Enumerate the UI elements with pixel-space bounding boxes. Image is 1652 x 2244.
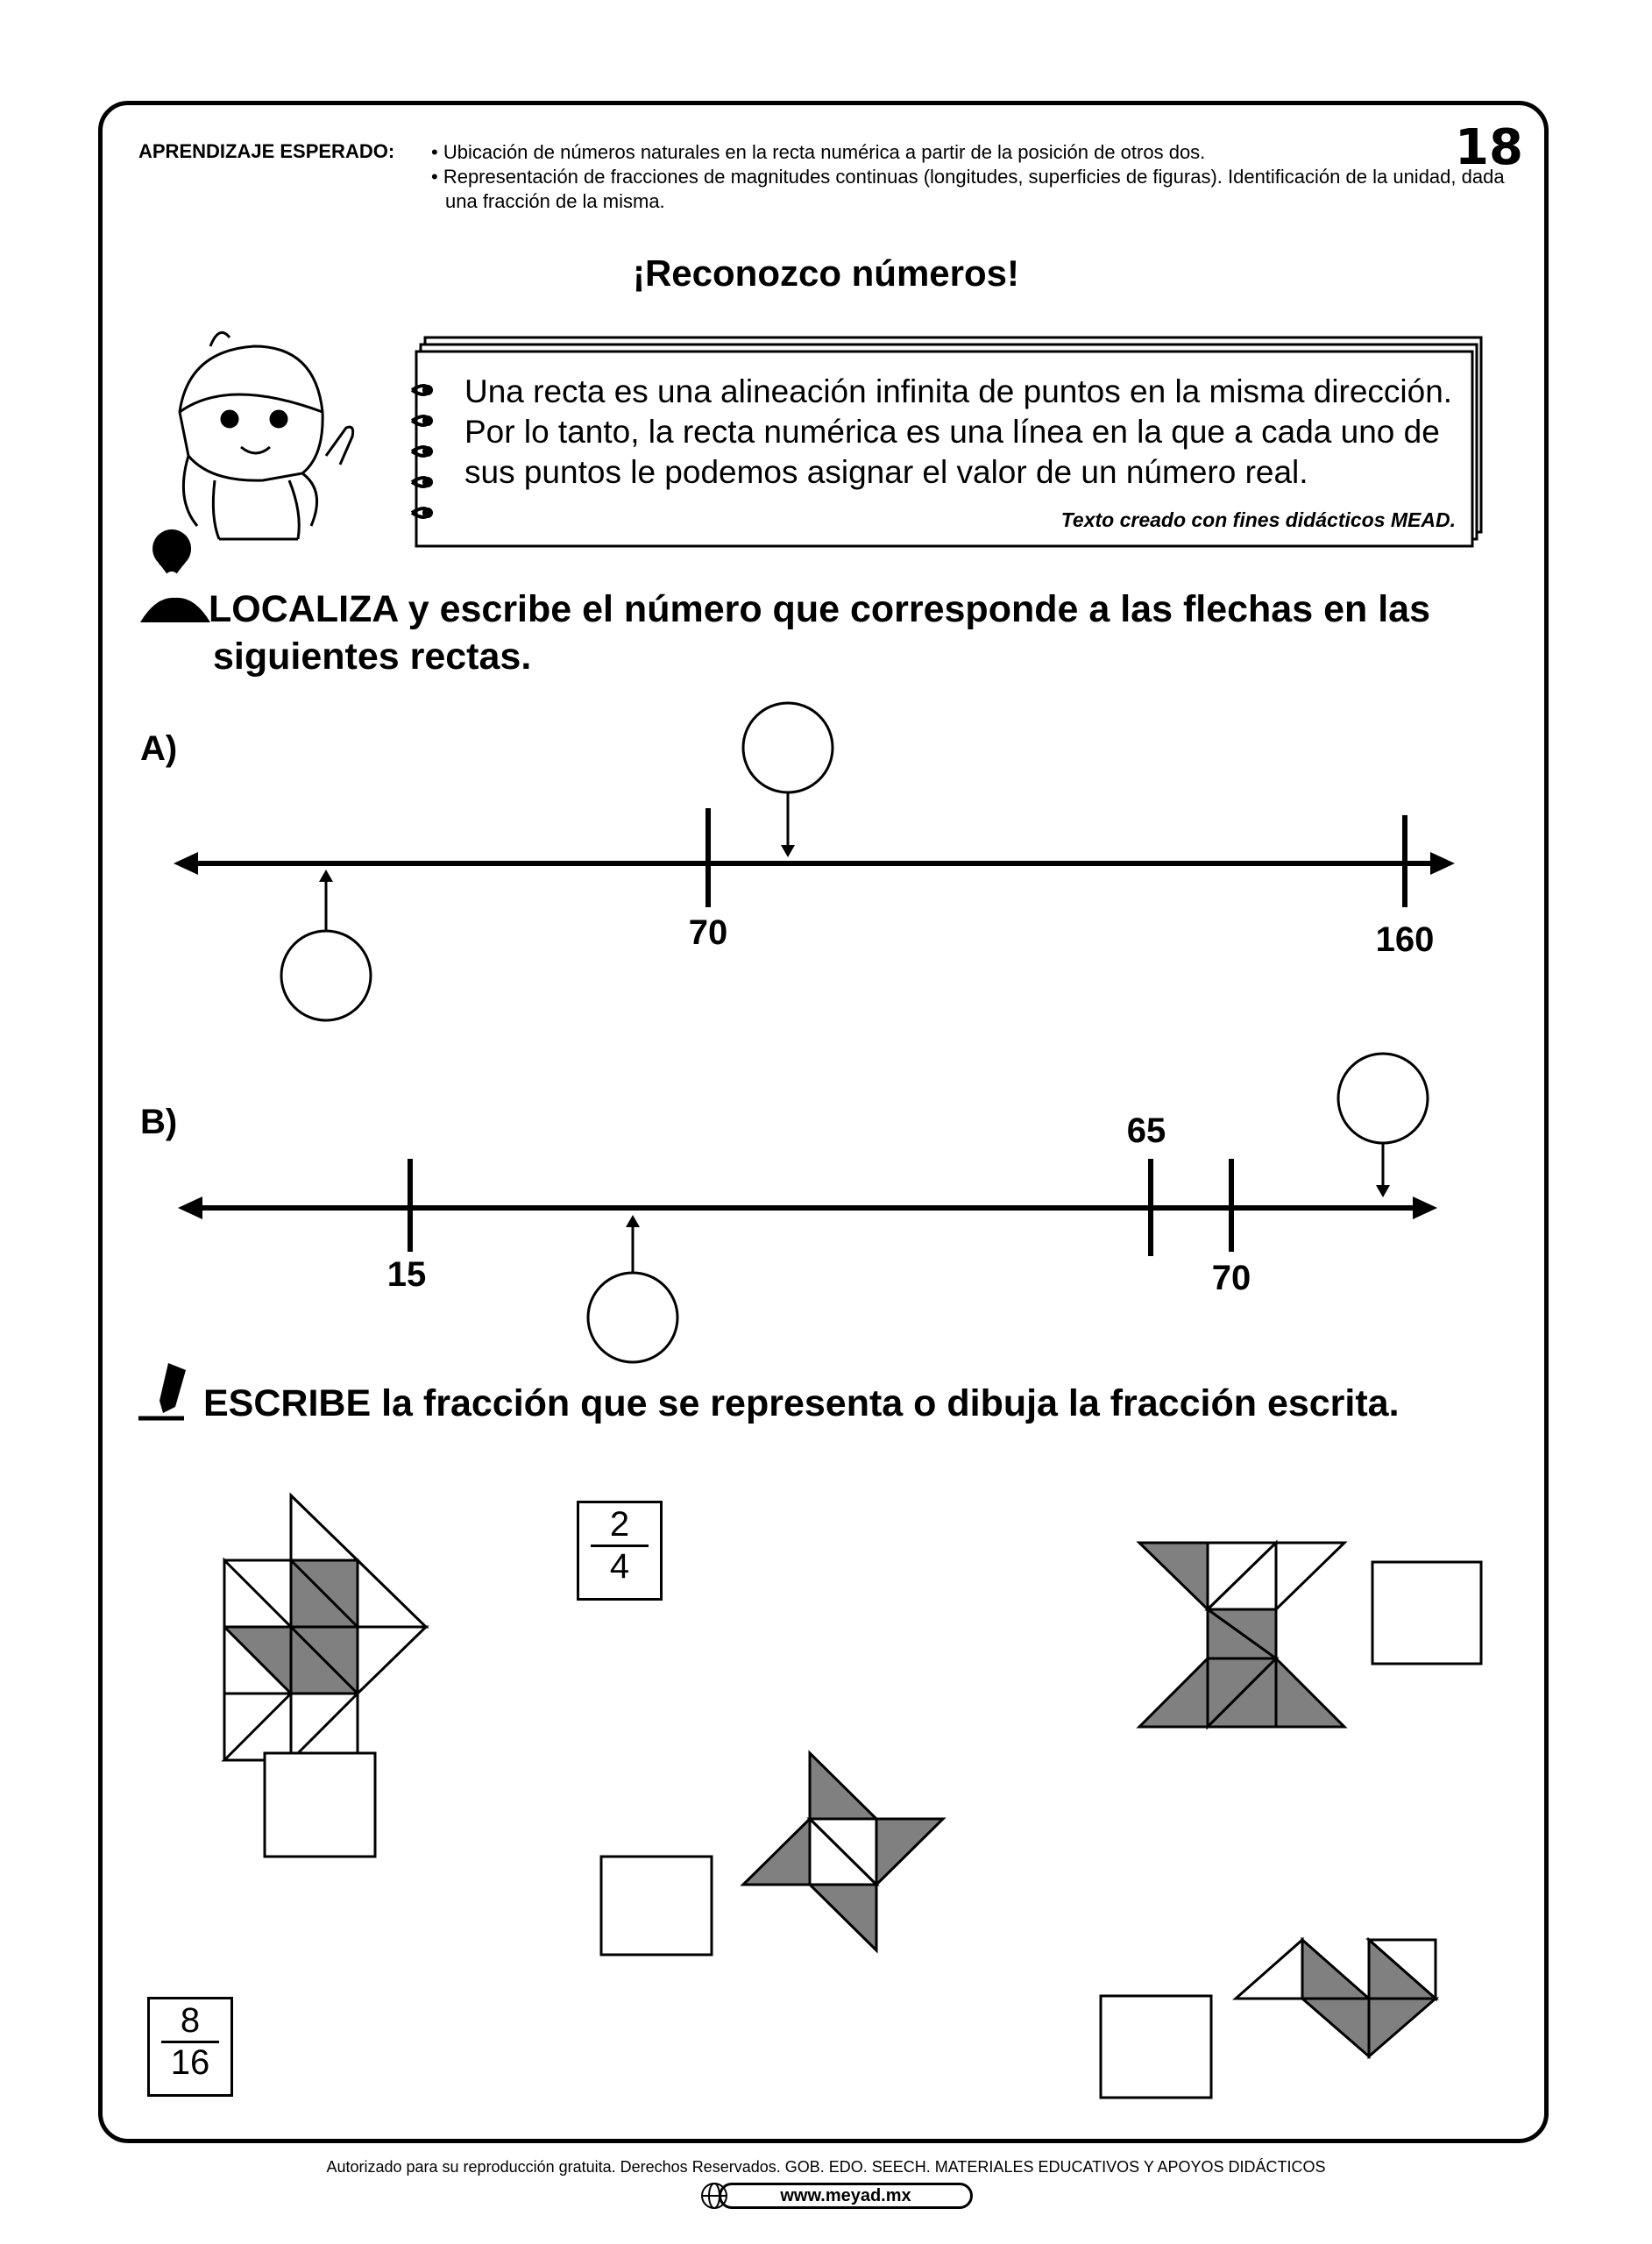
section1-instruction [209,586,1430,680]
fraction-card-2-4 [577,1501,663,1601]
aprendizaje-label: APRENDIZAJE ESPERADO: [138,140,395,162]
girl-character-illustration [180,332,353,539]
fraction-card-8-16 [147,1997,233,2097]
footer-text: Autorizado para su reproducción gratuita. Derechos Reservados. GOB. EDO. SEECH. MATERIALES EDUCATIVOS Y APOYOS DIDÁCTICOS [326,2158,1326,2176]
answer-box-4[interactable] [1101,1996,1211,2098]
answer-box-2[interactable] [601,1857,712,1955]
tangram-fish-shape [224,1495,426,1760]
fraction-denominator: 4 [609,1547,630,1586]
aprendizaje-item-1: • Ubicación de números naturales en la recta numérica a partir de la posición de otros dos. [431,141,1206,163]
tangram-pinwheel-shape [743,1753,943,1950]
section1-instruction-bold: LOCALIZA [209,588,398,630]
pencil-write-icon [138,1363,186,1418]
section2-instruction [203,1380,1400,1427]
note-credit: Texto creado con fines didácticos MEAD. [1060,508,1456,531]
number-line-a [174,703,1455,1020]
line-b-tick-15: 15 [386,1255,427,1294]
line-b-tick-70: 70 [1211,1259,1251,1297]
answer-box-3[interactable] [1372,1562,1481,1664]
section1-instruction-line2: siguientes rectas. [213,636,532,678]
tangram-hourglass-shape [1139,1543,1344,1727]
section2-instruction-rest: la fracción que se representa o dibuja la fracción escrita. [371,1382,1400,1424]
fraction-numerator: 2 [609,1505,630,1544]
section1-instruction-rest: y escribe el número que corresponde a las flechas en las [397,588,1430,630]
fraction-denominator: 16 [170,2043,210,2082]
line-b-label: B) [140,1103,178,1141]
line-a-tick-160: 160 [1375,920,1435,959]
note-text: Una recta es una alineación infinita de puntos en la misma dirección. Por lo tanto, la recta numérica es una línea en la que a cada uno de sus puntos le podemos asignar el valor de un número real. [464,373,1453,490]
tangram-zigzag-shape [1236,1940,1436,2056]
page-number: 18 [1455,119,1523,176]
page-title: ¡Reconozco números! [632,252,1020,294]
footer-url[interactable]: www.meyad.mx [719,2183,973,2209]
aprendizaje-item-2: • Representación de fracciones de magnitudes continuas (longitudes, superficies de figuras). Identificación de la unidad, dada una fracción de la misma. [431,166,1505,212]
location-person-icon [140,529,210,622]
fraction-numerator: 8 [180,2001,201,2040]
line-a-label: A) [140,729,178,768]
line-b-tick-65: 65 [1126,1111,1166,1150]
number-line-b [178,1054,1437,1362]
line-a-tick-70: 70 [688,913,728,952]
section2-instruction-bold: ESCRIBE [203,1382,372,1424]
answer-box-1[interactable] [265,1753,375,1857]
